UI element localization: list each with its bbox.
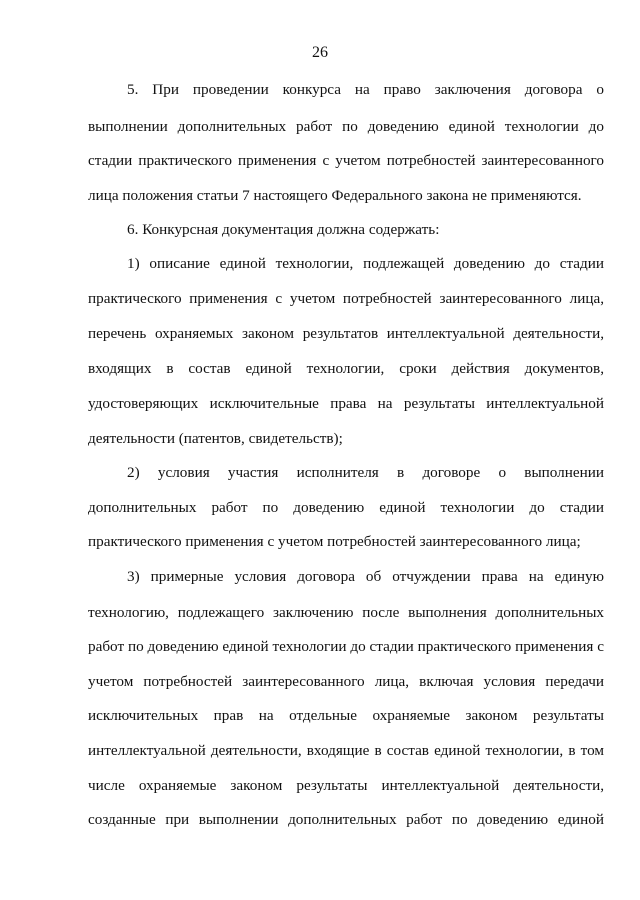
- text-line: практического применения с учетом потребностей заинтересованного лица,: [88, 290, 604, 307]
- text-line: исключительных прав на отдельные охраняемые законом результаты: [88, 707, 604, 724]
- text-line: интеллектуальной деятельности, входящие в состав единой технологии, в том: [88, 742, 604, 759]
- text-line: 1) описание единой технологии, подлежащей доведению до стадии: [127, 255, 604, 272]
- text-line: созданные при выполнении дополнительных работ по доведению единой: [88, 811, 604, 828]
- text-line: 5. При проведении конкурса на право заключения договора о: [127, 81, 604, 98]
- text-line: числе охраняемые законом результаты интеллектуальной деятельности,: [88, 777, 604, 794]
- text-line: 3) примерные условия договора об отчуждении права на единую: [127, 568, 604, 585]
- text-line: лица положения статьи 7 настоящего Федерального закона не применяются.: [88, 187, 582, 204]
- text-line: дополнительных работ по доведению единой технологии до стадии: [88, 499, 604, 516]
- text-line: входящих в состав единой технологии, сроки действия документов,: [88, 360, 604, 377]
- text-line: учетом потребностей заинтересованного лица, включая условия передачи: [88, 673, 604, 690]
- text-line: 6. Конкурсная документация должна содержать:: [127, 221, 440, 238]
- text-line: стадии практического применения с учетом потребностей заинтересованного: [88, 152, 604, 169]
- page-number: 26: [312, 44, 328, 61]
- text-line: работ по доведению единой технологии до стадии практического применения с: [88, 638, 604, 655]
- text-line: практического применения с учетом потребностей заинтересованного лица;: [88, 533, 581, 550]
- text-line: выполнении дополнительных работ по доведению единой технологии до: [88, 118, 604, 135]
- text-line: деятельности (патентов, свидетельств);: [88, 430, 343, 447]
- text-line: перечень охраняемых законом результатов интеллектуальной деятельности,: [88, 325, 604, 342]
- text-line: удостоверяющих исключительные права на результаты интеллектуальной: [88, 395, 604, 412]
- text-line: 2) условия участия исполнителя в договоре о выполнении: [127, 464, 604, 481]
- text-line: технологию, подлежащего заключению после выполнения дополнительных: [88, 604, 604, 621]
